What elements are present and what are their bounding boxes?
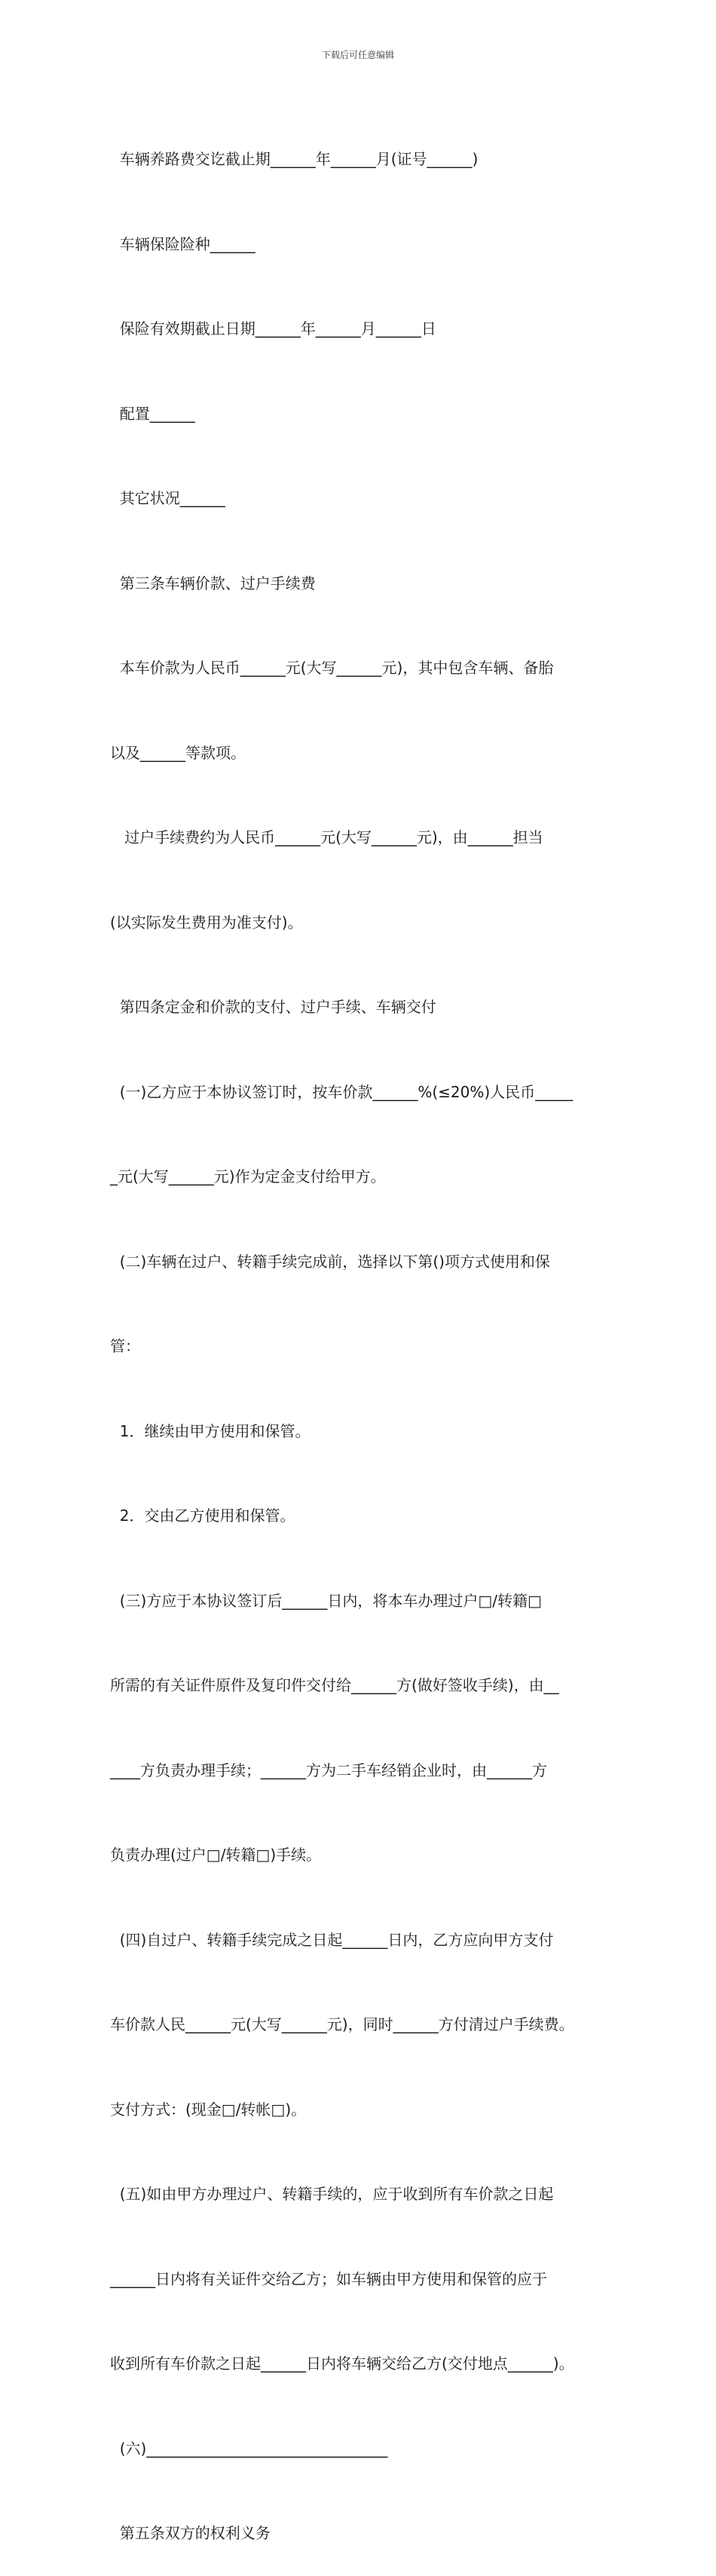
text-line: (以实际发生费用为准支付)。	[110, 913, 303, 932]
text-line: 车辆保险险种______	[110, 234, 255, 253]
text-line: 本车价款为人民币______元(大写______元)，其中包含车辆、备胎	[110, 659, 554, 677]
text-line: 2．交由乙方使用和保管。	[110, 1507, 295, 1525]
text-line: 负责办理(过户□/转籍□)手续。	[110, 1846, 322, 1864]
text-line: 管：	[110, 1337, 140, 1355]
text-line: (五)如由甲方办理过户、转籍手续的，应于收到所有车价款之日起	[110, 2185, 554, 2203]
section-heading: 第四条定金和价款的支付、过户手续、车辆交付	[110, 998, 436, 1016]
section-heading: 第三条车辆价款、过户手续费	[110, 574, 316, 592]
text-line: 其它状况______	[110, 489, 225, 507]
text-line: 收到所有车价款之日起______日内将车辆交给乙方(交付地点______)。	[110, 2354, 574, 2373]
text-line: (六)________________________________	[110, 2439, 388, 2458]
text-line: (一)乙方应于本协议签订时，按车价款______%(≤20%)人民币_____	[110, 1082, 574, 1101]
page-header: 下载后可任意编辑	[321, 50, 394, 60]
text-line: (三)方应于本协议签订后______日内，将本车办理过户□/转籍□	[110, 1591, 542, 1610]
text-line: 所需的有关证件原件及复印件交付给______方(做好签收手续)，由__	[110, 1676, 559, 1694]
text-line: (四)自过户、转籍手续完成之日起______日内，乙方应向甲方支付	[110, 1930, 554, 1949]
text-line: (二)车辆在过户、转籍手续完成前，选择以下第()项方式使用和保	[110, 1252, 550, 1271]
text-line: 以及______等款项。	[110, 743, 246, 762]
text-line: 支付方式：(现金□/转帐□)。	[110, 2100, 307, 2119]
text-line: 车辆养路费交讫截止期______年______月(证号______)	[110, 150, 479, 168]
text-line: _元(大写______元)作为定金支付给甲方。	[110, 1167, 386, 1186]
text-line: 车价款人民______元(大写______元)，同时______方付清过户手续费。	[110, 2015, 574, 2033]
section-heading: 第五条双方的权利义务	[110, 2524, 271, 2542]
text-line: 保险有效期截止日期______年______月______日	[110, 320, 436, 338]
text-line: 配置______	[110, 404, 195, 423]
text-line: ____方负责办理手续；______方为二手车经销企业时，由______方	[110, 1761, 547, 1779]
document-body	[110, 89, 623, 2576]
text-line: 1．继续由甲方使用和保管。	[110, 1421, 311, 1440]
text-line: 过户手续费约为人民币______元(大写______元)，由______担当	[110, 828, 543, 846]
text-line: ______日内将有关证件交给乙方；如车辆由甲方使用和保管的应于	[110, 2269, 547, 2288]
